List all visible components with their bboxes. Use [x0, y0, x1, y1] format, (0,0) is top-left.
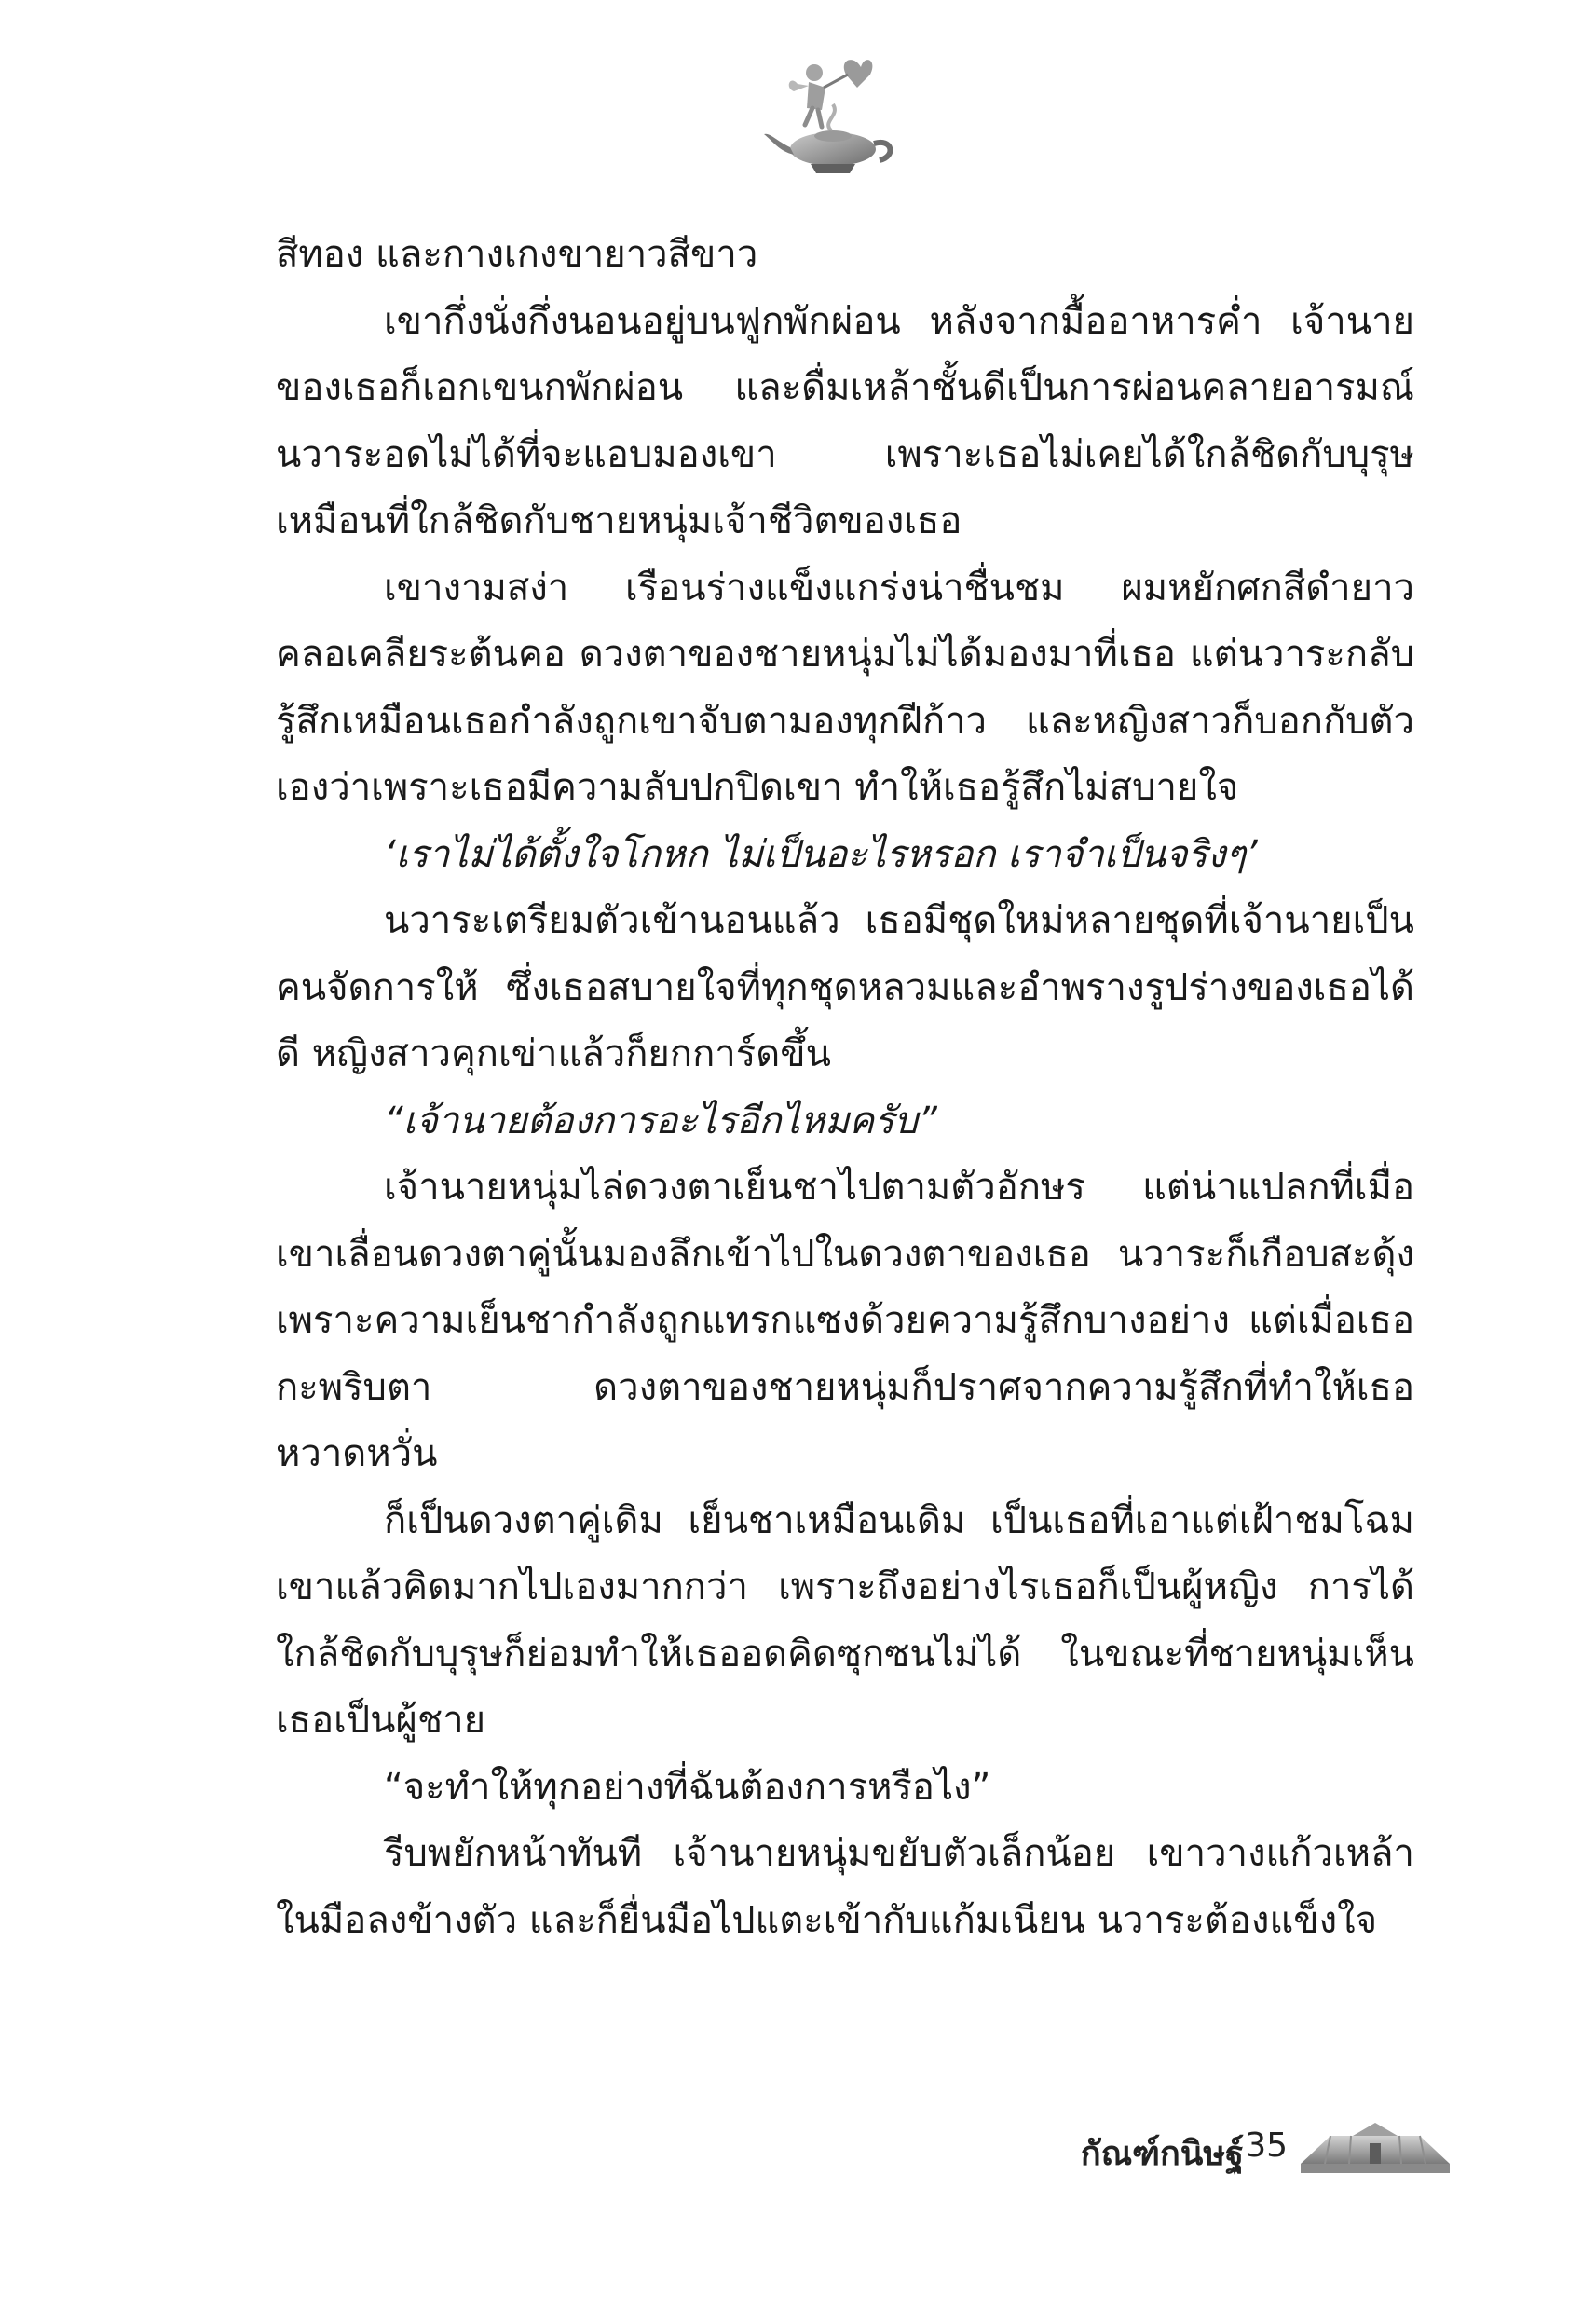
paragraph: เจ้านายหนุ่มไล่ดวงตาเย็นชาไปตามตัวอักษร แต่น่าแปลกที่เมื่อเขาเลื่อนดวงตาคู่นั้นมองลึกเข้าไปในดวงตาของเธอ นวาระก็เกือบสะดุ้ง เพราะความเย็นชากำลังถูกแทรกแซงด้วยความรู้สึกบางอย่าง แต่เมื่อเธอกะพริบตา ดวงตาของชายหนุ่มก็ปราศจากความรู้สึกที่ทำให้เธอหวาดหวั่น	[276, 1166, 1414, 1475]
page-number: 35	[1245, 2126, 1288, 2165]
paragraph: นวาระเตรียมตัวเข้านอนแล้ว เธอมีชุดใหม่หลายชุดที่เจ้านายเป็นคนจัดการให้ ซึ่งเธอสบายใจที่ทุกชุดหลวมและอำพรางรูปร่างของเธอได้ดี หญิงสาวคุกเข่าแล้วก็ยกการ์ดขึ้น	[276, 899, 1414, 1075]
paragraph: ก็เป็นดวงตาคู่เดิม เย็นชาเหมือนเดิม เป็นเธอที่เอาแต่เฝ้าชมโฉมเขาแล้วคิดมากไปเองมากกว่า เพราะถึงอย่างไรเธอก็เป็นผู้หญิง การได้ใกล้ชิดกับบุรุษก็ย่อมทำให้เธออดคิดซุกซนไม่ได้ ในขณะที่ชายหนุ่มเห็นเธอเป็นผู้ชาย	[276, 1498, 1414, 1742]
tent-ornament-icon	[1297, 2115, 1453, 2181]
dialogue-paragraph: “เจ้านายต้องการอะไรอีกไหมครับ”	[384, 1099, 937, 1142]
inner-thought-paragraph: ‘เราไม่ได้ตั้งใจโกหก ไม่เป็นอะไรหรอก เราจำเป็นจริงๆ’	[384, 832, 1258, 876]
paragraph: เขากึ่งนั่งกึ่งนอนอยู่บนฟูกพักผ่อน หลังจากมื้ออาหารค่ำ เจ้านายของเธอก็เอกเขนกพักผ่อน และดื่มเหล้าชั้นดีเป็นการผ่อนคลายอารมณ์ นวาระอดไม่ได้ที่จะแอบมองเขา เพราะเธอไม่เคยได้ใกล้ชิดกับบุรุษเหมือนที่ใกล้ชิดกับชายหนุ่มเจ้าชีวิตของเธอ	[276, 299, 1414, 542]
paragraph: สีทอง และกางเกงขายาวสีขาว	[276, 233, 758, 276]
book-title: กัณฑ์กนิษฐ์	[1080, 2135, 1244, 2173]
paragraph: เขางามสง่า เรือนร่างแข็งแกร่งน่าชื่นชม ผมหยักศกสีดำยาวคลอเคลียระต้นคอ ดวงตาของชายหนุ่มไม่ได้มองมาที่เธอ แต่นวาระกลับรู้สึกเหมือนเธอกำลังถูกเขาจับตามองทุกฝีก้าว และหญิงสาวก็บอกกับตัวเองว่าเพราะเธอมีความลับปกปิดเขา ทำให้เธอรู้สึกไม่สบายใจ	[276, 566, 1414, 809]
chapter-text	[276, 222, 1414, 1974]
paragraph: รีบพยักหน้าทันที เจ้านายหนุ่มขยับตัวเล็กน้อย เขาวางแก้วเหล้าในมือลงข้างตัว และก็ยื่นมือไปแตะเข้ากับแก้มเนียน นวาระต้องแข็งใจ	[276, 1832, 1414, 1942]
page-footer	[932, 2115, 1453, 2181]
teapot-cupid-ornament-icon	[757, 47, 906, 186]
dialogue-paragraph: “จะทำให้ทุกอย่างที่ฉันต้องการหรือไง”	[384, 1765, 991, 1809]
